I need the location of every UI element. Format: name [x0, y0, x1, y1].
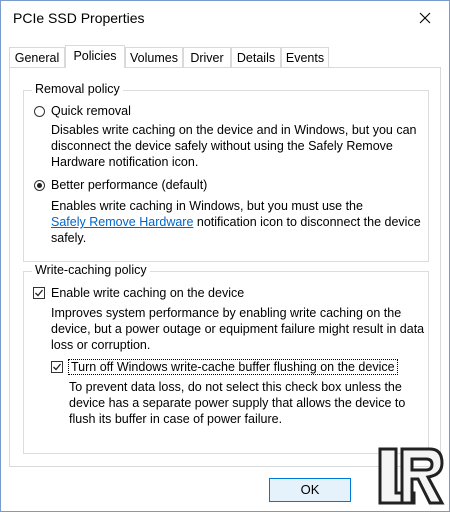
tab-details[interactable]: Details: [231, 47, 281, 67]
enable-write-caching-checkbox[interactable]: [33, 286, 244, 300]
better-performance-description: [51, 198, 421, 246]
better-performance-desc-line2: [51, 214, 421, 230]
radio-selected-dot: [37, 183, 42, 188]
tab-policies[interactable]: Policies: [65, 45, 125, 68]
checkmark-icon: [34, 288, 44, 298]
better-performance-label: Better performance (default): [51, 178, 208, 192]
tab-driver[interactable]: Driver: [183, 47, 231, 67]
write-caching-group: [23, 263, 429, 454]
quick-removal-desc-line1: Disables write caching on the device and in Windows, but you can: [51, 123, 417, 137]
checkmark-icon: [52, 362, 62, 372]
enable-write-caching-box: [33, 287, 45, 299]
enable-desc-line1: Improves system performance by enabling write caching on the: [51, 306, 402, 320]
tab-volumes[interactable]: Volumes: [125, 47, 183, 67]
enable-write-caching-description: [51, 305, 424, 353]
turn-off-flushing-description: [69, 379, 405, 427]
tab-general[interactable]: General: [9, 47, 65, 67]
turn-off-flushing-label: Turn off Windows write-cache buffer flushing on the device: [71, 360, 395, 374]
enable-desc-line3: loss or corruption.: [51, 338, 151, 352]
better-performance-radio-circle: [34, 180, 45, 191]
quick-removal-desc-line2: disconnect the device safely without using the Safely Remove: [51, 139, 393, 153]
flush-desc-line2: device has a separate power supply that allows the device to: [69, 396, 406, 410]
turn-off-flushing-box: [51, 361, 63, 373]
better-performance-desc-line1: Enables write caching in Windows, but you must use the: [51, 199, 363, 213]
window-title: PCIe SSD Properties: [13, 10, 145, 26]
policies-panel: [9, 67, 441, 467]
turn-off-flushing-checkbox[interactable]: [51, 360, 397, 374]
removal-policy-title: Removal policy: [32, 82, 123, 96]
legit-reviews-watermark-logo: [362, 441, 447, 507]
better-performance-desc-line2-rest: notification icon to disconnect the device: [193, 215, 421, 229]
enable-desc-line2: device, but a power outage or equipment failure might result in data: [51, 322, 425, 336]
flush-desc-line1: To prevent data loss, do not select this check box unless the: [69, 380, 402, 394]
removal-policy-group: [23, 82, 429, 262]
title-bar: [1, 1, 449, 35]
write-caching-title: Write-caching policy: [32, 263, 150, 277]
safely-remove-hardware-link[interactable]: Safely Remove Hardware: [51, 215, 194, 229]
ok-button[interactable]: OK: [269, 478, 351, 502]
quick-removal-label: Quick removal: [51, 104, 131, 118]
quick-removal-description: [51, 122, 416, 170]
close-icon: [419, 12, 431, 24]
better-performance-radio[interactable]: [34, 178, 207, 192]
quick-removal-radio[interactable]: [34, 104, 131, 118]
enable-write-caching-label: Enable write caching on the device: [51, 286, 245, 300]
tab-events[interactable]: Events: [281, 47, 329, 67]
flush-desc-line3: flush its buffer in case of power failure.: [69, 412, 283, 426]
better-performance-desc-line3: safely.: [51, 231, 87, 245]
quick-removal-desc-line3: Hardware notification icon.: [51, 155, 199, 169]
close-button[interactable]: [405, 3, 445, 33]
quick-removal-radio-circle: [34, 106, 45, 117]
